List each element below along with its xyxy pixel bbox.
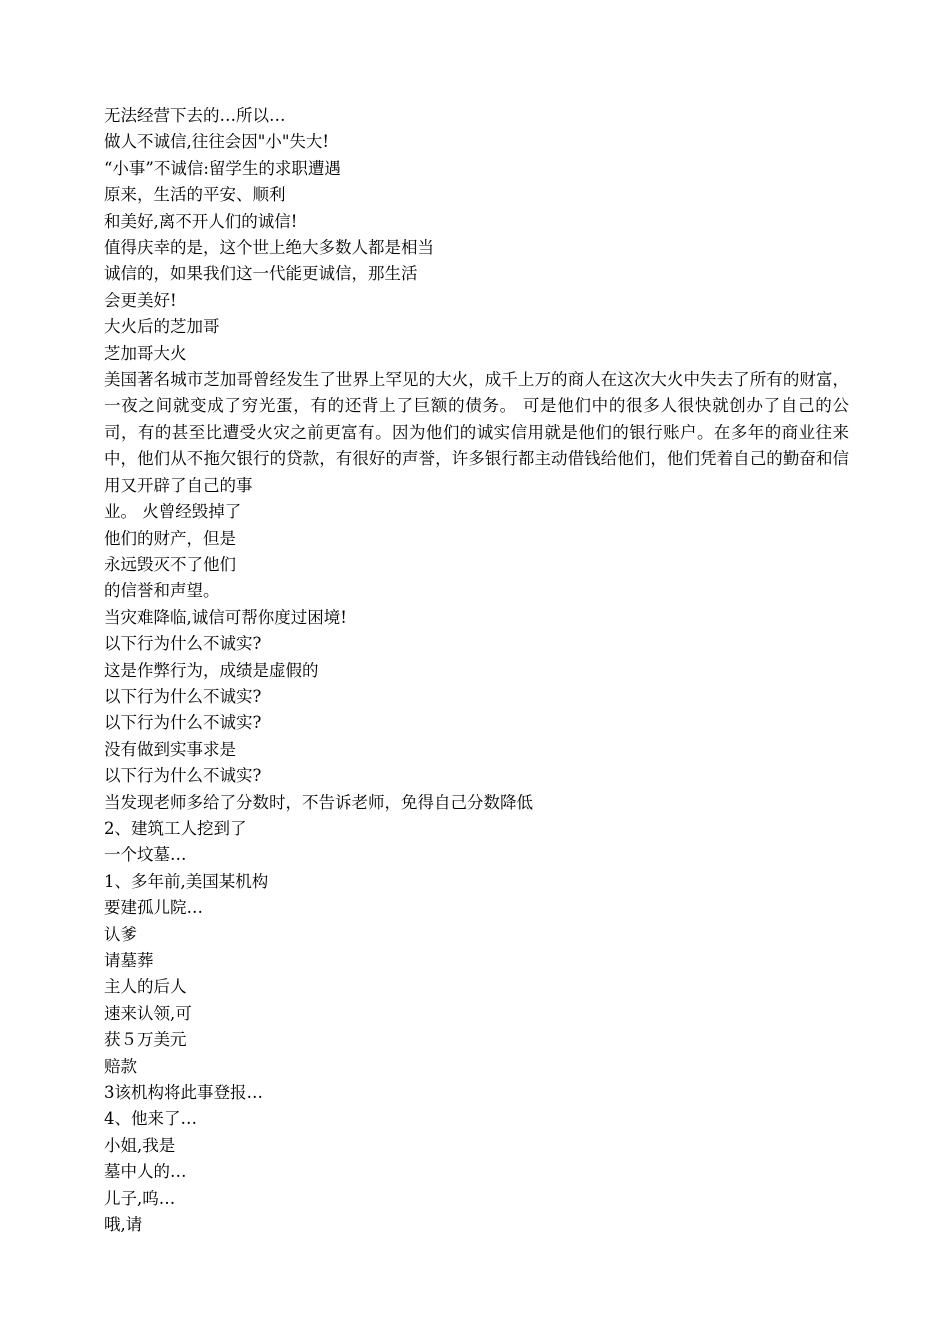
text-line: 做人不诚信,往往会因"小"失大! [104,132,330,152]
answer-line: 没有做到实事求是 [104,739,236,759]
section-heading: 大火后的芝加哥 [104,317,220,337]
text-line: 小姐,我是 [104,1135,176,1155]
text-line: 请墓葬 [104,951,154,970]
text-line: 哦,请 [104,1215,143,1235]
text-line: 3该机构将此事登报… [104,1083,263,1103]
text-line: 业。 火曾经毁掉了 [104,502,242,522]
text-line: 儿子,呜… [104,1188,176,1208]
text-line: 和美好,离不开人们的诚信! [104,211,298,231]
answer-line: 当发现老师多给了分数时，不告诉老师，免得自己分数降低 [104,792,533,812]
question-line: 以下行为什么不诚实? [104,686,262,706]
text-line: 的信誉和声望。 [104,581,220,601]
text-line: 1、多年前,美国某机构 [104,871,269,891]
question-line: 以下行为什么不诚实? [104,713,262,733]
question-line: 以下行为什么不诚实? [104,634,262,654]
text-line: 认爹 [104,924,137,944]
text-line: 要建孤儿院… [104,898,203,918]
text-line: 他们的财产，但是 [104,528,236,548]
text-line: 一个坟墓… [104,845,187,865]
text-line: 当灾难降临,诚信可帮你度过困境! [104,607,347,627]
text-line: 无法经营下去的…所以… [104,106,286,125]
text-line: 赔款 [104,1056,137,1076]
text-line: 获５万美元 [104,1030,187,1050]
text-line: 值得庆幸的是，这个世上绝大多数人都是相当 [104,238,434,258]
text-line: 2、建筑工人挖到了 [104,818,247,838]
section-heading: 芝加哥大火 [104,343,187,363]
text-line: 诚信的，如果我们这一代能更诚信，那生活 [104,264,418,284]
text-line: 永远毁灭不了他们 [104,554,236,574]
answer-line: 这是作弊行为，成绩是虚假的 [104,660,319,680]
text-line: 原来，生活的平安、顺利 [104,185,286,205]
text-line: 会更美好! [104,290,177,310]
text-line: 主人的后人 [104,977,187,997]
text-line: 速来认领,可 [104,1003,192,1023]
text-line: 墓中人的… [104,1162,187,1182]
text-line: “小事”不诚信:留学生的求职遭遇 [104,158,341,178]
question-line: 以下行为什么不诚实? [104,766,262,786]
text-line: 4、他来了… [104,1109,197,1129]
body-paragraph: 美国著名城市芝加哥曾经发生了世界上罕见的大火，成千上万的商人在这次大火中失去了所有的财富，一夜之间就变成了穷光蛋，有的还背上了巨额的债务。 可是他们中的很多人很快就创办了自己的公司，有的甚至比遭受火灾之前更富有。因为他们的诚实信用就是他们的银行账户。在多年的商业往来中，他们从不拖欠银行的贷款，有很好的声誉，许多银行都主动借钱给他们，他们凭着自己的勤奋和信用又开辟了自己的事 [104,370,849,495]
document-body [104,103,849,1238]
